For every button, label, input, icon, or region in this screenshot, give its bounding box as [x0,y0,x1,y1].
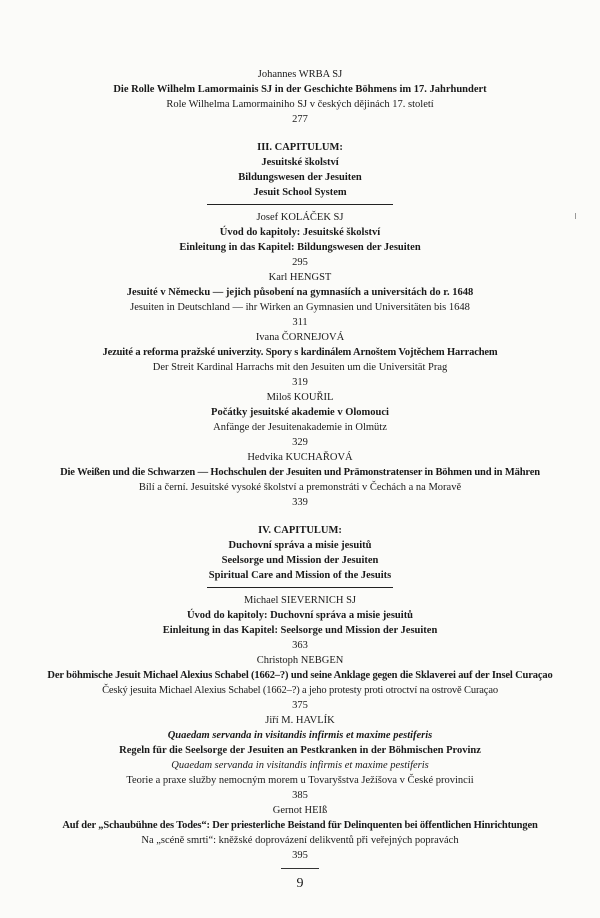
entry-subtitle-latin: Quaedam servanda in visitandis infirmis et maxime pestiferis [171,760,429,771]
chapter-title-cz: Duchovní správa a misie jesuitů [228,540,372,551]
chapter-title-en: Jesuit School System [253,187,347,198]
toc-entry [30,593,570,653]
toc-entry [30,450,570,510]
entry-subtitle: Der Streit Kardinal Harrachs mit den Jesuiten um die Universität Prag [152,362,448,373]
entry-title: Regeln für die Seelsorge der Jesuiten an Pestkranken in der Böhmischen Provinz [119,745,481,756]
entry-page-number: 363 [292,640,308,651]
entry-subtitle: Český jesuita Michael Alexius Schabel (1662–?) a jeho protesty proti otroctví na ostrově Curaçao [102,685,498,696]
chapter-title-cz: Jesuitské školství [261,157,339,168]
entry-author: Christoph NEBGEN [256,655,344,666]
entry-author: Johannes WRBA SJ [257,69,343,80]
margin-mark [575,213,576,219]
chapter-heading [30,523,570,588]
entry-author: Jiří M. HAVLÍK [265,715,335,726]
entry-subtitle: Jesuiten in Deutschland — ihr Wirken an Gymnasien und Universitäten bis 1648 [130,302,470,313]
chapter-heading [30,140,570,205]
chapter-title-de: Bildungswesen der Jesuiten [238,172,362,183]
entry-subtitle: Anfänge der Jesuitenakademie in Olmütz [213,422,387,433]
entry-title: Auf der „Schaubühne des Todes“: Der priesterliche Beistand für Delinquenten bei öffentlichen Hinrichtungen [62,820,538,831]
entry-page-number: 295 [292,257,308,268]
entry-page-number: 277 [292,114,308,125]
entry-page-number: 375 [292,700,308,711]
entry-title: Die Weißen und die Schwarzen — Hochschulen der Jesuiten und Prämonstratenser in Böhmen und in Mähren [60,467,540,478]
entry-author: Hedvika KUCHAŘOVÁ [247,452,353,463]
entry-subtitle: Role Wilhelma Lamormainiho SJ v českých dějinách 17. století [166,99,434,110]
toc-entry [30,210,570,270]
table-of-contents [30,67,570,863]
entry-page-number: 319 [292,377,308,388]
chapter-number: III. CAPITULUM: [257,142,343,153]
entry-title: Počátky jesuitské akademie v Olomouci [211,407,389,418]
chapter-rule [207,587,393,588]
entry-page-number: 395 [292,850,308,861]
chapter-number: IV. CAPITULUM: [258,525,342,536]
toc-entry [30,67,570,127]
chapter-rule [207,204,393,205]
page-number: 9 [296,876,304,891]
entry-title: Úvod do kapitoly: Jesuitské školství [219,227,381,238]
entry-author: Ivana ČORNEJOVÁ [255,332,345,343]
footer-rule [281,868,319,869]
entry-title: Úvod do kapitoly: Duchovní správa a misie jesuitů [186,610,414,621]
entry-title-latin: Quaedam servanda in visitandis infirmis et maxime pestiferis [167,730,433,741]
toc-entry [30,390,570,450]
toc-entry [30,330,570,390]
entry-author: Michael SIEVERNICH SJ [244,595,356,606]
entry-author: Karl HENGST [268,272,332,283]
entry-subtitle: Einleitung in das Kapitel: Bildungswesen der Jesuiten [179,242,421,253]
entry-author: Josef KOLÁČEK SJ [256,212,344,223]
toc-entry [30,713,570,803]
entry-subtitle: Bílí a černí. Jesuitské vysoké školství a premonstráti v Čechách a na Moravě [138,482,462,493]
entry-page-number: 339 [292,497,308,508]
entry-subtitle: Teorie a praxe služby nemocným morem u Tovaryšstva Ježíšova v České provincii [126,775,474,786]
entry-title: Jesuité v Německu — jejich působení na gymnasiích a universitách do r. 1648 [126,287,474,298]
toc-entry [30,803,570,863]
entry-page-number: 385 [292,790,308,801]
entry-author: Miloš KOUŘIL [266,392,334,403]
entry-author: Gernot HEIß [272,805,328,816]
entry-page-number: 311 [292,317,308,328]
entry-title: Der böhmische Jesuit Michael Alexius Schabel (1662–?) und seine Anklage gegen die Sklaverei auf der Insel Curaçao [47,670,553,681]
entry-title: Jezuité a reforma pražské univerzity. Spory s kardinálem Arnoštem Vojtěchem Harrachem [102,347,498,358]
entry-title-secondary: Einleitung in das Kapitel: Seelsorge und Mission der Jesuiten [162,625,438,636]
toc-entry [30,653,570,713]
chapter-title-en: Spiritual Care and Mission of the Jesuits [208,570,392,581]
toc-entry [30,270,570,330]
entry-page-number: 329 [292,437,308,448]
entry-title: Die Rolle Wilhelm Lamormainis SJ in der Geschichte Böhmens im 17. Jahrhundert [113,84,487,95]
chapter-title-de: Seelsorge und Mission der Jesuiten [221,555,379,566]
entry-subtitle: Na „scéně smrti“: kněžské doprovázení delikventů při veřejných popravách [141,835,459,846]
